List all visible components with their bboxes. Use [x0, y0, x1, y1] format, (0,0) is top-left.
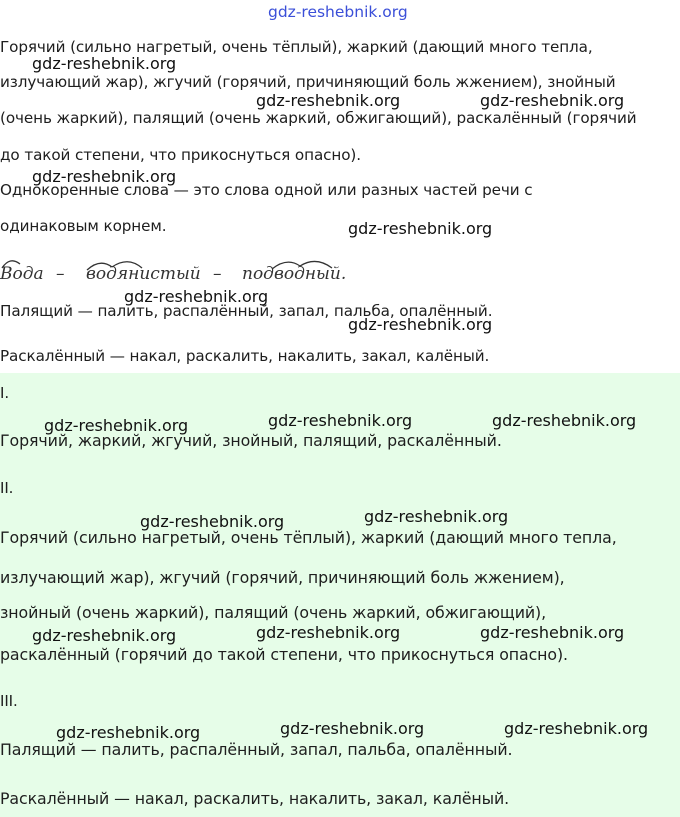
example-word: подводный.	[242, 264, 347, 284]
related-line: Раскалённый — накал, раскалить, накалить, закал, калёный.	[0, 347, 490, 365]
answer-line: Горячий (сильно нагретый, очень тёплый), жаркий (дающий много тепла,	[0, 528, 617, 547]
example-dash: –	[56, 264, 65, 284]
answer-line: раскалённый (горячий до такой степени, что прикоснуться опасно).	[0, 645, 568, 664]
theory-line: Горячий (сильно нагретый, очень тёплый), жаркий (дающий много тепла,	[0, 38, 593, 56]
watermark: gdz-reshebnik.org	[32, 167, 177, 186]
watermark: gdz-reshebnik.org	[32, 54, 177, 73]
answer-line: Раскалённый — накал, раскалить, накалить, закал, калёный.	[0, 789, 510, 808]
answer-line: излучающий жар), жгучий (горячий, причиняющий боль жжением),	[0, 568, 565, 587]
root-example	[0, 254, 420, 288]
watermark: gdz-reshebnik.org	[268, 3, 408, 21]
definition-line: одинаковым корнем.	[0, 217, 167, 235]
related-line: Палящий — палить, распалённый, запал, пальба, опалённый.	[0, 302, 493, 320]
theory-line: (очень жаркий), палящий (очень жаркий, обжигающий), раскалённый (горячий	[0, 109, 637, 127]
answer-line: знойный (очень жаркий), палящий (очень жаркий, обжигающий),	[0, 603, 547, 622]
part-label: III.	[0, 692, 18, 710]
watermark: gdz-reshebnik.org	[256, 91, 401, 110]
part-label: II.	[0, 479, 14, 497]
watermark: gdz-reshebnik.org	[504, 719, 649, 738]
watermark: gdz-reshebnik.org	[124, 287, 269, 306]
watermark: gdz-reshebnik.org	[32, 626, 177, 645]
watermark: gdz-reshebnik.org	[140, 512, 285, 531]
theory-line: до такой степени, что прикоснуться опасно).	[0, 146, 361, 164]
theory-line: излучающий жар), жгучий (горячий, причиняющий боль жжением), знойный	[0, 73, 616, 91]
watermark: gdz-reshebnik.org	[492, 411, 637, 430]
watermark: gdz-reshebnik.org	[268, 411, 413, 430]
watermark: gdz-reshebnik.org	[44, 416, 189, 435]
watermark: gdz-reshebnik.org	[480, 623, 625, 642]
example-dash: –	[213, 264, 222, 284]
definition-line: Однокоренные слова — это слова одной или разных частей речи с	[0, 181, 533, 199]
watermark: gdz-reshebnik.org	[348, 315, 493, 334]
answer-section	[0, 373, 680, 817]
answer-line: Палящий — палить, распалённый, запал, пальба, опалённый.	[0, 740, 513, 759]
watermark: gdz-reshebnik.org	[364, 507, 509, 526]
example-word: Вода	[0, 264, 44, 284]
answer-line: Горячий, жаркий, жгучий, знойный, палящий, раскалённый.	[0, 431, 502, 450]
watermark: gdz-reshebnik.org	[480, 91, 625, 110]
watermark: gdz-reshebnik.org	[56, 723, 201, 742]
example-word: водянистый	[86, 264, 201, 284]
watermark: gdz-reshebnik.org	[256, 623, 401, 642]
watermark: gdz-reshebnik.org	[280, 719, 425, 738]
watermark: gdz-reshebnik.org	[348, 219, 493, 238]
part-label: I.	[0, 384, 9, 402]
